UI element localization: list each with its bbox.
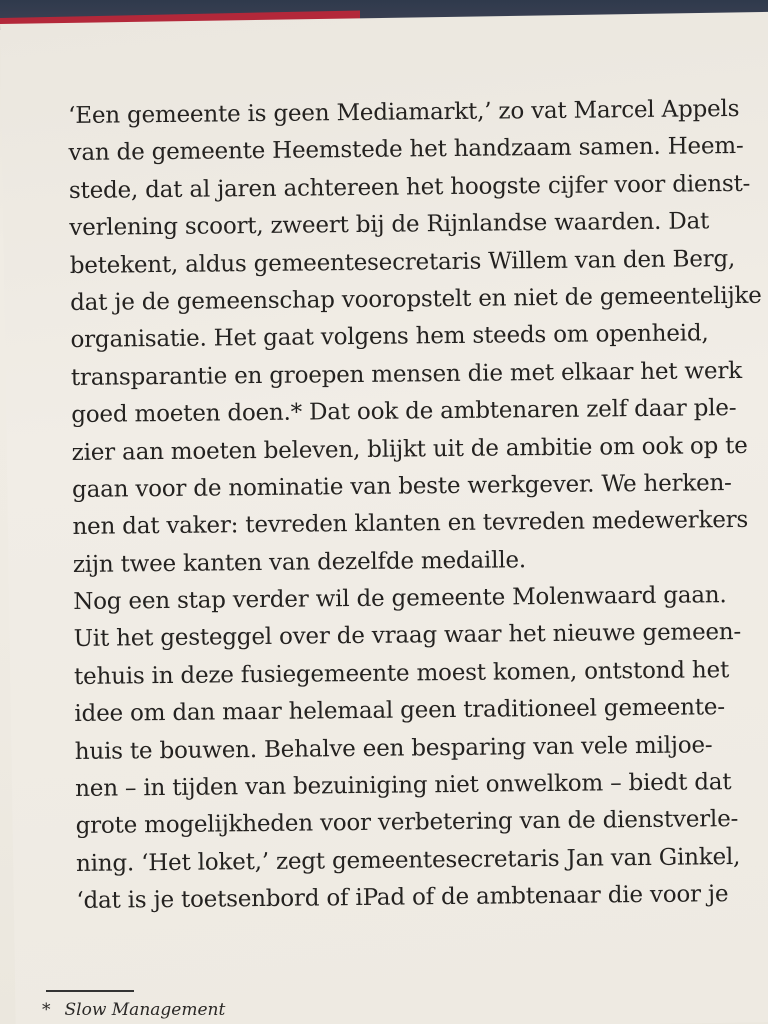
text-line: dat je de gemeenschap vooropstelt en niet de gemeentelijke (70, 282, 762, 316)
text-line: nen dat vaker: tevreden klanten en tevreden medewerkers (72, 507, 749, 541)
text-line: Uit het gesteggel over de vraag waar het nieuwe gemeen- (73, 619, 742, 653)
text-line: betekent, aldus gemeentesecretaris Willem van den Berg, (69, 245, 736, 279)
text-line: zier aan moeten beleven, blijkt uit de ambitie om ook op te (71, 432, 748, 466)
body-text (68, 91, 762, 921)
footnote-source: Slow Management (64, 1000, 226, 1020)
text-line: stede, dat al jaren achtereen het hoogste cijfer voor dienst- (68, 170, 751, 204)
text-line: idee om dan maar helemaal geen traditioneel gemeente- (74, 694, 725, 728)
text-line: huis te bouwen. Behalve een besparing van vele miljoe- (74, 731, 713, 765)
text-line: gaan voor de nominatie van beste werkgever. We herken- (71, 469, 732, 503)
text-line: ‘Een gemeente is geen Mediamarkt,’ zo vat Marcel Appels (68, 95, 740, 129)
text-line: van de gemeente Heemstede het handzaam samen. Heem- (68, 133, 744, 167)
text-line: nen – in tijden van bezuiniging niet onwelkom – biedt dat (75, 769, 732, 802)
text-line: zijn twee kanten van dezelfde medaille. (72, 546, 527, 578)
text-line: organisatie. Het gaat volgens hem steeds om openheid, (70, 320, 709, 354)
text-line: grote mogelijkheden voor verbetering van de dienstverle- (75, 806, 739, 840)
text-line: transparantie en groepen mensen die met elkaar het werk (70, 357, 743, 391)
text-line: ‘dat is je toetsenbord of iPad of de ambtenaar die voor je (76, 881, 729, 915)
text-line: ning. ‘Het loket,’ zegt gemeentesecretaris Jan van Ginkel, (75, 843, 741, 877)
text-line: Nog een stap verder wil de gemeente Molenwaard gaan. (73, 582, 727, 616)
footnote-mark: * (42, 1000, 51, 1020)
footnote-divider (46, 990, 134, 992)
text-line: tehuis in deze fusiegemeente moest komen, ontstond het (73, 656, 730, 690)
text-line: verlening scoort, zweert bij de Rijnlandse waarden. Dat (69, 208, 710, 242)
footnote (42, 1000, 225, 1020)
text-line: goed moeten doen.* Dat ook de ambtenaren zelf daar ple- (71, 395, 737, 429)
